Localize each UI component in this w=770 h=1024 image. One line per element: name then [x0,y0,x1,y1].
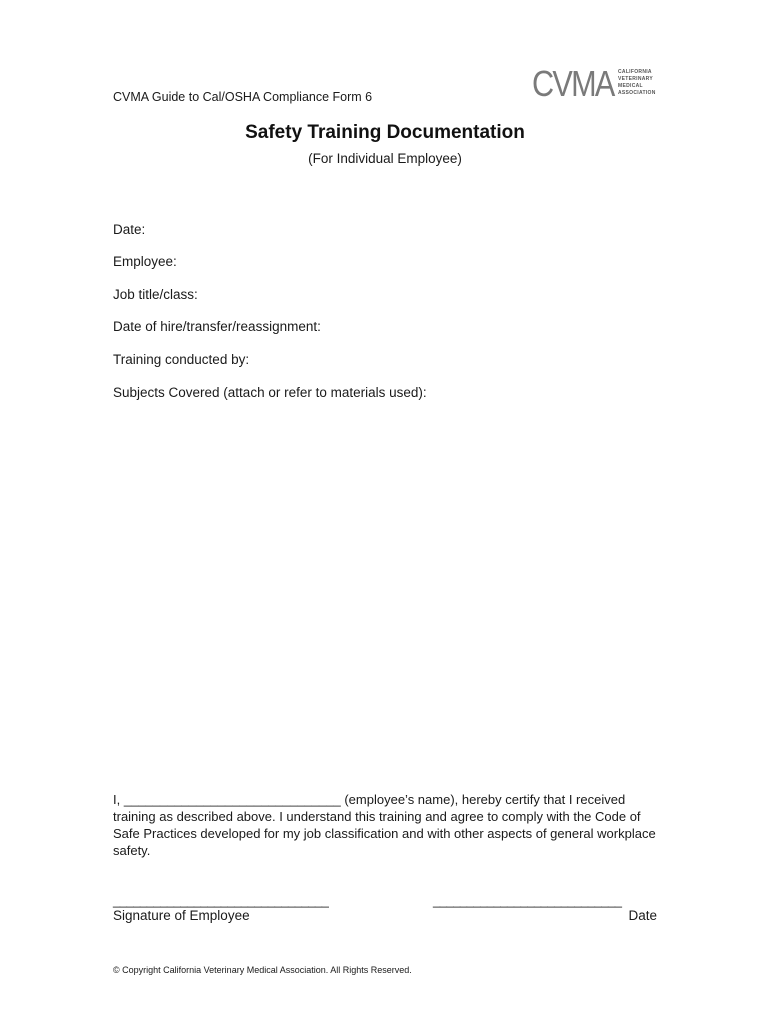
date-field-label: Date: [113,222,146,237]
logo-sub-line: ASSOCIATION [618,90,656,96]
hire-date-field-label: Date of hire/transfer/reassignment: [113,319,321,334]
certification-statement: I, ______________________________ (employee’s name), hereby certify that I received training as described above. I understand this training and agree to comply with the Code of Safe Practices developed for my job classification and with other aspects of general workplace safety. [113,792,656,858]
date-line: ____________________________ [433,893,622,908]
logo-subtitle [618,69,656,97]
date-label: Date [628,908,657,923]
page-subtitle: (For Individual Employee) [308,151,462,166]
guide-label: CVMA Guide to Cal/OSHA Compliance Form 6 [113,90,373,104]
page-title: Safety Training Documentation [245,122,525,143]
logo-sub-line: MEDICAL [618,83,643,89]
copyright-notice: © Copyright California Veterinary Medical Association. All Rights Reserved. [113,965,412,975]
trainer-field-label: Training conducted by: [113,352,250,367]
signature-label: Signature of Employee [113,908,250,923]
job-title-field-label: Job title/class: [113,287,198,302]
cvma-logo [532,63,662,106]
subjects-field-label: Subjects Covered (attach or refer to materials used): [113,385,427,400]
logo-sub-line: VETERINARY [618,76,654,82]
logo-mark: CVMA [532,63,614,104]
logo-sub-line: CALIFORNIA [618,69,652,75]
signature-line: ________________________________ [113,893,329,908]
employee-field-label: Employee: [113,254,177,269]
